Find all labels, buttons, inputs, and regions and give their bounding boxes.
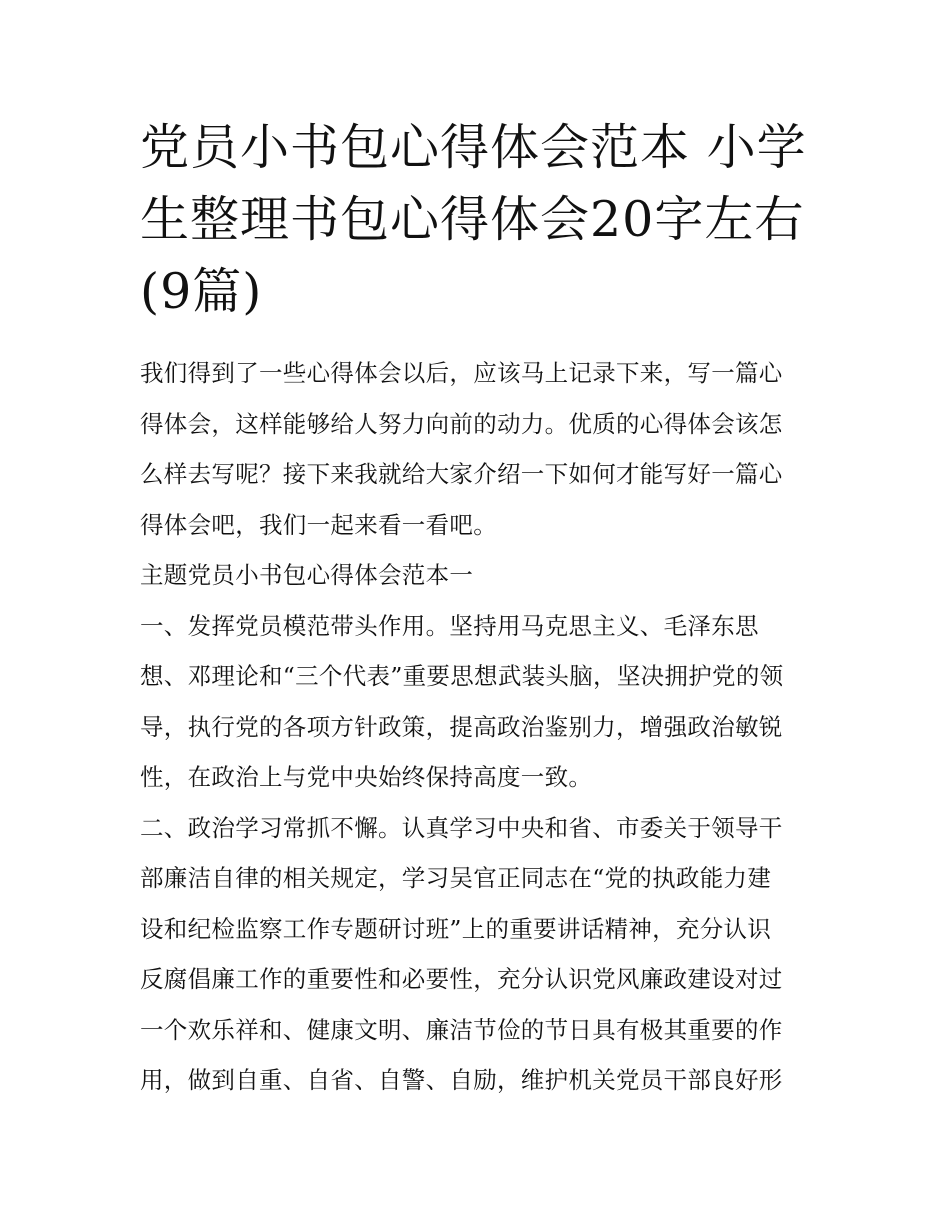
body-line: 设和纪检监察工作专题研讨班”上的重要讲话精神，充分认识 [140, 914, 772, 943]
body-line: 么样去写呢？接下来我就给大家介绍一下如何才能写好一篇心 [140, 460, 783, 488]
body-line: 导，执行党的各项方针政策，提高政治鉴别力，增强政治敏锐 [140, 712, 783, 741]
body-line: 想、邓理论和“三个代表”重要思想武装头脑，坚决拥护党的领 [140, 662, 784, 690]
document-content [140, 112, 812, 1106]
body-line: 一个欢乐祥和、健康文明、廉洁节俭的节日具有极其重要的作 [140, 1015, 783, 1044]
title-line: 生整理书包心得体会20字左右 [140, 191, 805, 248]
body-line: 用，做到自重、自省、自警、自励，维护机关党员干部良好形 [140, 1066, 783, 1094]
body-line: 性，在政治上与党中央始终保持高度一致。 [140, 763, 593, 791]
title-line: (9篇) [140, 263, 263, 320]
body-line: 得体会吧，我们一起来看一看吧。 [140, 510, 497, 539]
document-body [140, 348, 812, 1106]
body-line: 部廉洁自律的相关规定，学习吴官正同志在“党的执政能力建 [140, 864, 772, 892]
body-line: 一、发挥党员模范带头作用。坚持用马克思主义、毛泽东思 [140, 611, 759, 640]
body-line: 反腐倡廉工作的重要性和必要性，充分认识党风廉政建设对过 [140, 965, 783, 993]
document-title [140, 112, 812, 328]
title-line: 党员小书包心得体会范本 小学 [140, 119, 807, 176]
section-heading: 主题党员小书包心得体会范本一 [140, 561, 474, 589]
body-line: 我们得到了一些心得体会以后，应该马上记录下来，写一篇心 [140, 359, 783, 387]
body-line: 二、政治学习常抓不懈。认真学习中央和省、市委关于领导干 [140, 813, 783, 842]
body-line: 得体会，这样能够给人努力向前的动力。优质的心得体会该怎 [140, 409, 783, 438]
